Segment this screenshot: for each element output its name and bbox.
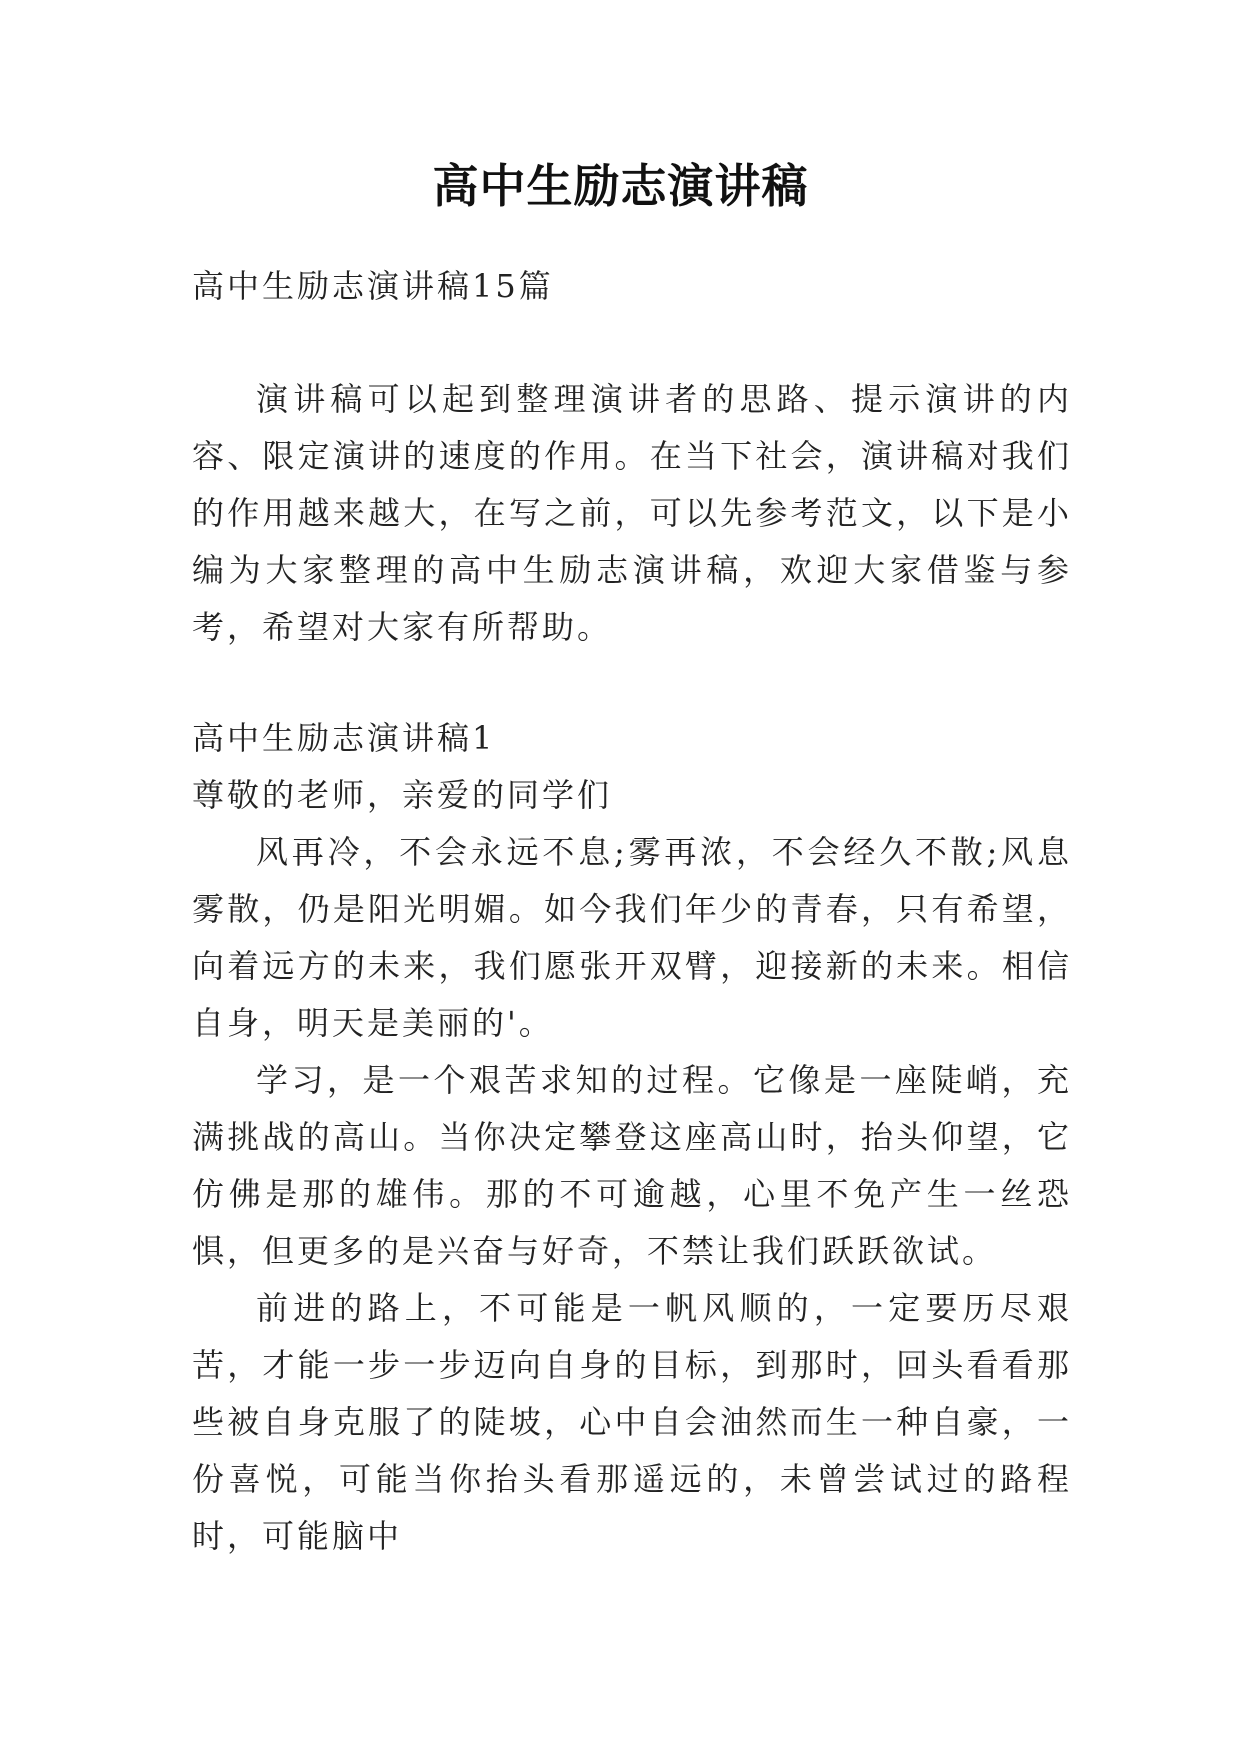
body-paragraph: 前进的路上，不可能是一帆风顺的，一定要历尽艰苦，才能一步一步迈向自身的目标，到那时，回头看看那些被自身克服了的陡坡，心中自会油然而生一种自豪，一份喜悦，可能当你抬头看那遥远的，未曾尝试过的路程时，可能脑中 [192,1289,1072,1555]
section-heading: 高中生励志演讲稿1 [192,719,496,757]
document-body [192,258,1072,1565]
document-subtitle: 高中生励志演讲稿15篇 [192,267,554,305]
body-paragraph: 学习，是一个艰苦求知的过程。它像是一座陡峭，充满挑战的高山。当你决定攀登这座高山时，抬头仰望，它仿佛是那的雄伟。那的不可逾越，心里不免产生一丝恐惧，但更多的是兴奋与好奇，不禁让我们跃跃欲试。 [192,1061,1072,1270]
body-paragraph: 风再冷，不会永远不息;雾再浓，不会经久不散;风息雾散，仍是阳光明媚。如今我们年少的青春，只有希望，向着远方的未来，我们愿张开双臂，迎接新的未来。相信自身，明天是美丽的'。 [192,833,1072,1042]
greeting-line: 尊敬的老师，亲爱的同学们 [192,776,613,814]
document-title: 高中生励志演讲稿 [432,159,809,213]
intro-paragraph: 演讲稿可以起到整理演讲者的思路、提示演讲的内容、限定演讲的速度的作用。在当下社会，演讲稿对我们的作用越来越大，在写之前，可以先参考范文，以下是小编为大家整理的高中生励志演讲稿，欢迎大家借鉴与参考，希望对大家有所帮助。 [192,380,1072,646]
